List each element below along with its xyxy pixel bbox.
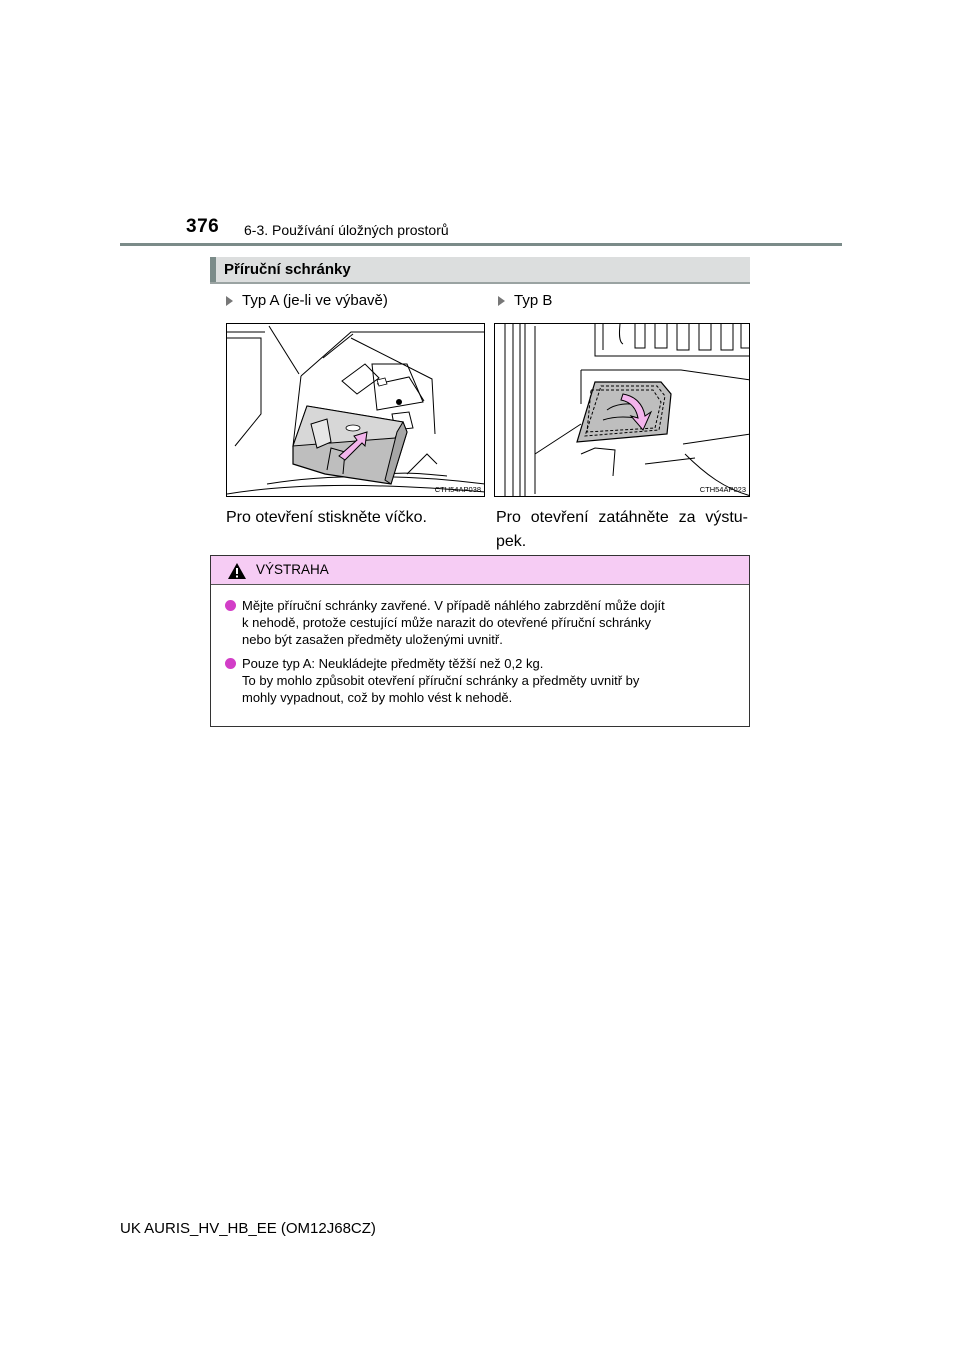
bullet-dot-icon <box>225 600 236 611</box>
type-a-label <box>226 292 388 309</box>
warning-title: VÝSTRAHA <box>256 562 329 577</box>
box-header-bar <box>210 257 216 282</box>
section-title: 6-3. Používání úložných prostorů <box>244 222 449 238</box>
caption-type-b: Pro otevření zatáhněte za výstu-pek. <box>496 509 748 550</box>
page-number: 376 <box>186 216 220 237</box>
type-b-text: Typ B <box>514 292 553 309</box>
warning-header <box>211 556 749 585</box>
dashboard-compartment-illustration <box>495 324 750 497</box>
triangle-bullet-icon <box>226 296 233 306</box>
footer-code: UK AURIS_HV_HB_EE (OM12J68CZ) <box>120 1220 376 1237</box>
figure-a-code: CTH54AP038 <box>434 485 481 494</box>
box-title: Příruční schránky <box>224 261 351 278</box>
type-b-label <box>498 292 552 309</box>
caption-type-a: Pro otevření stiskněte víčko. <box>226 509 427 526</box>
warning-body <box>225 597 743 713</box>
figure-type-b <box>494 323 750 497</box>
overhead-console-illustration <box>227 324 485 497</box>
warning-box <box>210 555 750 727</box>
warning-item <box>225 597 743 648</box>
warning-item <box>225 655 743 706</box>
warning-line: mohly vypadnout, což by mohlo vést k nehodě. <box>242 690 513 705</box>
triangle-bullet-icon <box>498 296 505 306</box>
header-rule <box>120 243 842 246</box>
warning-line: k nehodě, protože cestující může narazit do otevřené příruční schránky <box>242 615 651 630</box>
warning-line: nebo být zasažen předměty uloženými uvnitř. <box>242 632 503 647</box>
warning-line: Mějte příruční schránky zavřené. V případě náhlého zabrzdění může dojít <box>242 598 665 613</box>
type-a-text: Typ A (je-li ve výbavě) <box>242 292 388 309</box>
bullet-dot-icon <box>225 658 236 669</box>
figure-b-code: CTH54AP023 <box>699 485 746 494</box>
warning-line: To by mohlo způsobit otevření příruční schránky a předměty uvnitř by <box>242 673 640 688</box>
figure-type-a <box>226 323 485 497</box>
box-header <box>210 257 750 284</box>
warning-triangle-icon <box>227 562 247 580</box>
warning-line: Pouze typ A: Neukládejte předměty těžší než 0,2 kg. <box>242 656 544 671</box>
